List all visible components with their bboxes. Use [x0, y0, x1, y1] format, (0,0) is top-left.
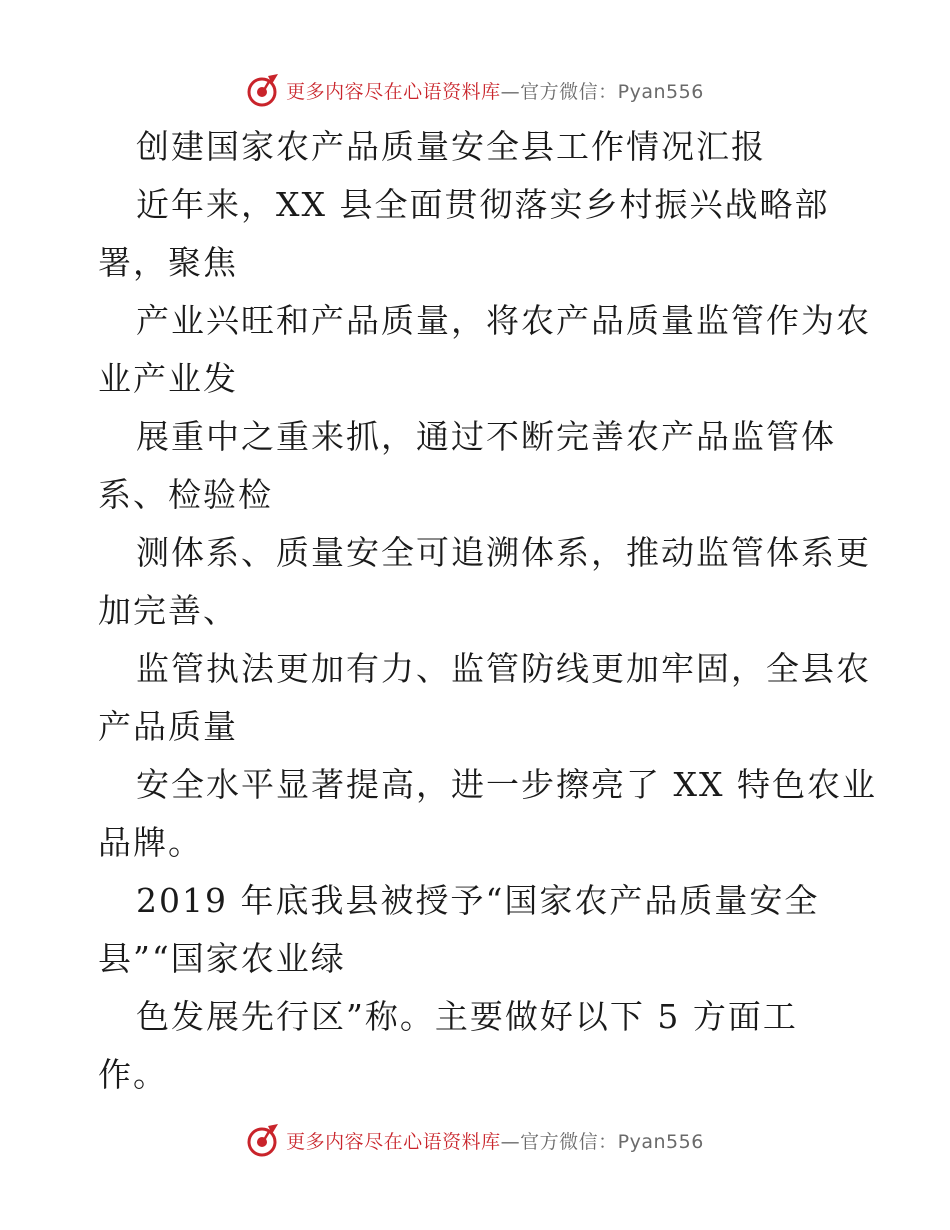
- watermark-brand: 更多内容尽在心语资料库: [286, 80, 501, 103]
- text-line: 安全水平显著提高，进一步擦亮了 XX 特色农业: [136, 765, 877, 804]
- text-line: 业产业发: [98, 359, 238, 398]
- watermark-brand: 更多内容尽在心语资料库: [286, 1130, 501, 1153]
- text-line: 品牌。: [98, 823, 203, 862]
- watermark-text: [286, 1127, 704, 1154]
- text-line: 展重中之重来抓，通过不断完善农产品监管体: [136, 417, 836, 456]
- document-body: [98, 118, 877, 1104]
- text-line: 监管执法更加有力、监管防线更加牢固，全县农: [136, 649, 871, 688]
- text-line: 产品质量: [98, 707, 238, 746]
- watermark-separator: —: [500, 80, 521, 103]
- text-line: 近年来，XX 县全面贯彻落实乡村振兴战略部: [136, 185, 830, 224]
- text-line: 署，聚焦: [98, 243, 238, 282]
- watermark-contact: 官方微信：Pyan556: [520, 80, 704, 103]
- logo-icon: [246, 1122, 282, 1158]
- text-line: 作。: [98, 1055, 168, 1094]
- header-watermark: [0, 70, 950, 110]
- footer-watermark: [0, 1120, 950, 1160]
- text-line: 县”“国家农业绿: [98, 939, 346, 978]
- logo-icon: [246, 72, 282, 108]
- text-line: 色发展先行区”称。主要做好以下 5 方面工: [136, 997, 798, 1036]
- document-title: 创建国家农产品质量安全县工作情况汇报: [136, 127, 766, 166]
- text-line: 加完善、: [98, 591, 238, 630]
- text-line: 系、检验检: [98, 475, 273, 514]
- text-line: 测体系、质量安全可追溯体系，推动监管体系更: [136, 533, 871, 572]
- watermark-separator: —: [500, 1130, 521, 1153]
- text-line: 2019 年底我县被授予“国家农产品质量安全: [136, 881, 820, 920]
- text-line: 产业兴旺和产品质量，将农产品质量监管作为农: [136, 301, 871, 340]
- watermark-text: [286, 77, 704, 104]
- watermark-contact: 官方微信：Pyan556: [520, 1130, 704, 1153]
